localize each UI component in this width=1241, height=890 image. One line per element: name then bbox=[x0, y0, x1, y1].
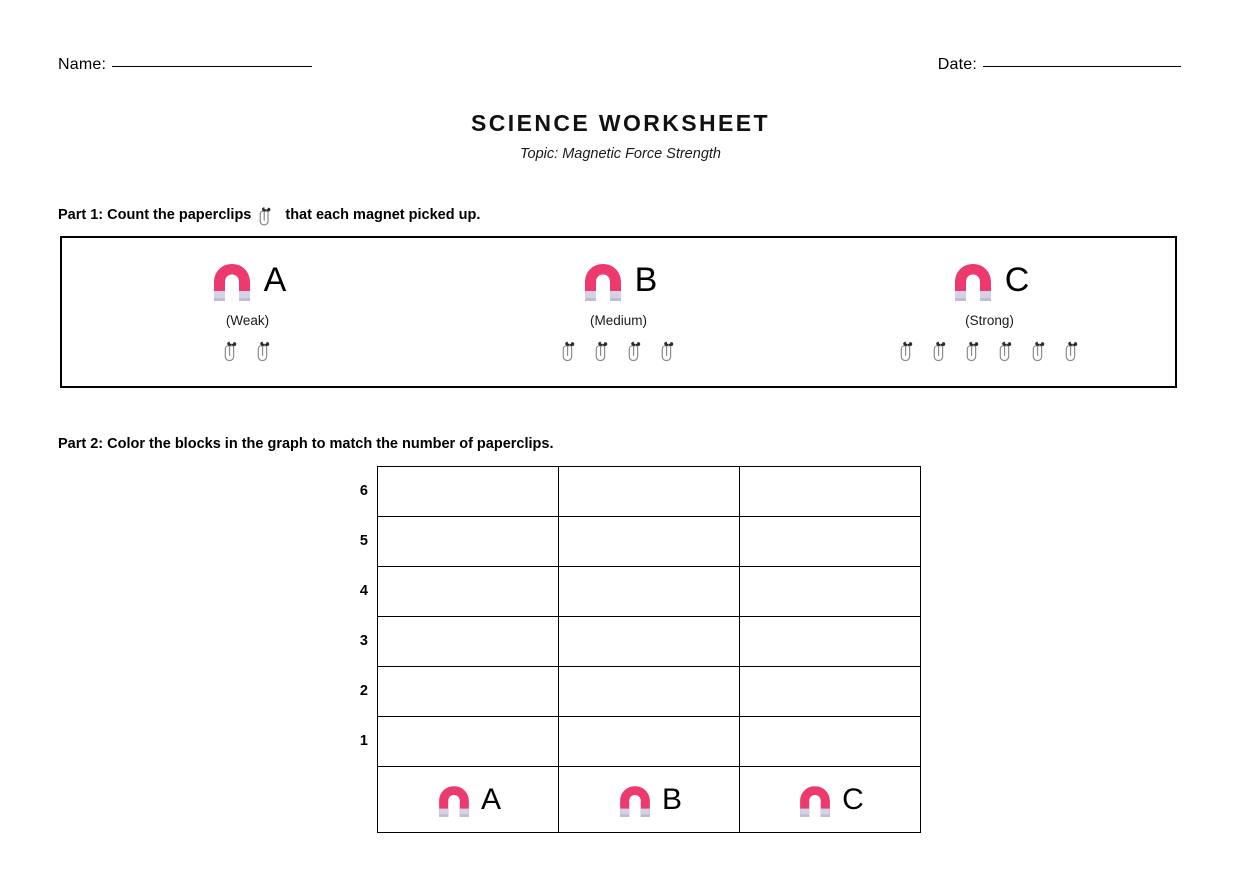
graph-cell-B-2[interactable] bbox=[559, 667, 740, 717]
graph-cell-C-6[interactable] bbox=[740, 467, 921, 517]
y-axis-tick-2: 2 bbox=[359, 683, 368, 699]
graph-cell-B-4[interactable] bbox=[559, 567, 740, 617]
part1-heading-text-after: that each magnet picked up. bbox=[285, 206, 481, 223]
magnet-b-letter: B bbox=[634, 261, 658, 299]
graph-cell-A-6[interactable] bbox=[378, 467, 559, 517]
part1-heading bbox=[58, 205, 480, 224]
paperclip-icon bbox=[628, 341, 643, 362]
magnet-c-clip-row bbox=[900, 338, 1080, 364]
graph-column-label-inner-A bbox=[378, 782, 558, 817]
graph-cell-A-4[interactable] bbox=[378, 567, 559, 617]
y-axis-tick-5: 5 bbox=[359, 533, 368, 549]
paperclip-icon bbox=[900, 341, 915, 362]
graph-cell-B-6[interactable] bbox=[559, 467, 740, 517]
graph-column-label-inner-B bbox=[559, 782, 739, 817]
name-label: Name: bbox=[58, 56, 107, 73]
magnet-b-strength: (Medium) bbox=[589, 313, 647, 328]
name-write-line[interactable] bbox=[112, 65, 312, 67]
date-write-line[interactable] bbox=[983, 65, 1181, 67]
graph-grid[interactable] bbox=[377, 466, 921, 833]
graph-cell-A-1[interactable] bbox=[378, 717, 559, 767]
magnet-b-header bbox=[580, 259, 658, 301]
paperclip-icon bbox=[661, 341, 676, 362]
y-axis-tick-1: 1 bbox=[359, 733, 368, 749]
magnet-a-strength: (Weak) bbox=[225, 313, 270, 328]
paperclip-icon bbox=[224, 341, 239, 362]
graph-column-label-A bbox=[378, 767, 559, 833]
magnet-a-letter: A bbox=[263, 261, 287, 299]
graph-cell-B-5[interactable] bbox=[559, 517, 740, 567]
graph-cell-C-5[interactable] bbox=[740, 517, 921, 567]
paperclip-icon bbox=[966, 341, 981, 362]
magnet-icon bbox=[580, 259, 626, 301]
y-axis-tick-3: 3 bbox=[359, 633, 368, 649]
magnet-icon bbox=[435, 782, 473, 817]
graph-cell-A-2[interactable] bbox=[378, 667, 559, 717]
title-block bbox=[0, 110, 1241, 162]
date-field[interactable] bbox=[938, 56, 1181, 74]
graph-cell-C-2[interactable] bbox=[740, 667, 921, 717]
magnet-c-letter: C bbox=[1004, 261, 1030, 299]
page-title: SCIENCE WORKSHEET bbox=[471, 110, 770, 136]
magnet-icon bbox=[209, 259, 255, 301]
graph-column-letter-C: C bbox=[842, 782, 864, 816]
paperclip-icon bbox=[259, 207, 273, 226]
magnet-column-b bbox=[433, 238, 804, 386]
part1-heading-text-before: Part 1: Count the paperclips bbox=[58, 206, 252, 223]
graph-row-1 bbox=[378, 717, 921, 767]
graph-cell-A-5[interactable] bbox=[378, 517, 559, 567]
magnet-b-clip-row bbox=[562, 338, 676, 364]
y-axis-tick-4: 4 bbox=[359, 583, 368, 599]
y-axis-spacer bbox=[330, 766, 372, 832]
magnet-a-clip-row bbox=[224, 338, 272, 364]
bar-graph bbox=[330, 466, 921, 833]
paperclip-icon bbox=[1032, 341, 1047, 362]
graph-cell-A-3[interactable] bbox=[378, 617, 559, 667]
graph-cell-C-1[interactable] bbox=[740, 717, 921, 767]
name-field[interactable] bbox=[58, 56, 312, 74]
graph-grid-body bbox=[378, 467, 921, 833]
graph-label-row bbox=[378, 767, 921, 833]
magnet-icon bbox=[616, 782, 654, 817]
magnet-icon bbox=[796, 782, 834, 817]
paperclip-icon bbox=[595, 341, 610, 362]
magnet-c-strength: (Strong) bbox=[965, 313, 1014, 328]
header-fields bbox=[58, 56, 1181, 74]
magnet-c-header bbox=[950, 259, 1030, 301]
graph-cell-B-1[interactable] bbox=[559, 717, 740, 767]
graph-row-4 bbox=[378, 567, 921, 617]
magnet-icon bbox=[950, 259, 996, 301]
graph-row-5 bbox=[378, 517, 921, 567]
graph-column-label-C bbox=[740, 767, 921, 833]
graph-column-letter-A: A bbox=[480, 782, 501, 816]
graph-cell-C-4[interactable] bbox=[740, 567, 921, 617]
graph-cell-B-3[interactable] bbox=[559, 617, 740, 667]
y-axis-tick-6: 6 bbox=[359, 483, 368, 499]
graph-row-6 bbox=[378, 467, 921, 517]
graph-column-letter-B: B bbox=[661, 782, 682, 816]
paperclip-icon bbox=[1065, 341, 1080, 362]
graph-row-3 bbox=[378, 617, 921, 667]
magnet-column-c bbox=[804, 238, 1175, 386]
graph-column-label-B bbox=[559, 767, 740, 833]
paperclip-icon bbox=[562, 341, 577, 362]
paperclip-icon bbox=[999, 341, 1014, 362]
part1-magnet-panel bbox=[60, 236, 1177, 388]
paperclip-icon bbox=[257, 341, 272, 362]
part2-heading bbox=[58, 436, 554, 452]
graph-row-2 bbox=[378, 667, 921, 717]
magnet-column-a bbox=[62, 238, 433, 386]
y-axis-labels bbox=[330, 466, 372, 832]
page-subtitle: Topic: Magnetic Force Strength bbox=[520, 146, 721, 162]
magnet-a-header bbox=[209, 259, 287, 301]
paperclip-icon bbox=[933, 341, 948, 362]
date-label: Date: bbox=[937, 56, 977, 73]
graph-column-label-inner-C bbox=[740, 782, 920, 817]
part2-heading-text: Part 2: Color the blocks in the graph to match the number of paperclips. bbox=[58, 436, 554, 452]
graph-cell-C-3[interactable] bbox=[740, 617, 921, 667]
